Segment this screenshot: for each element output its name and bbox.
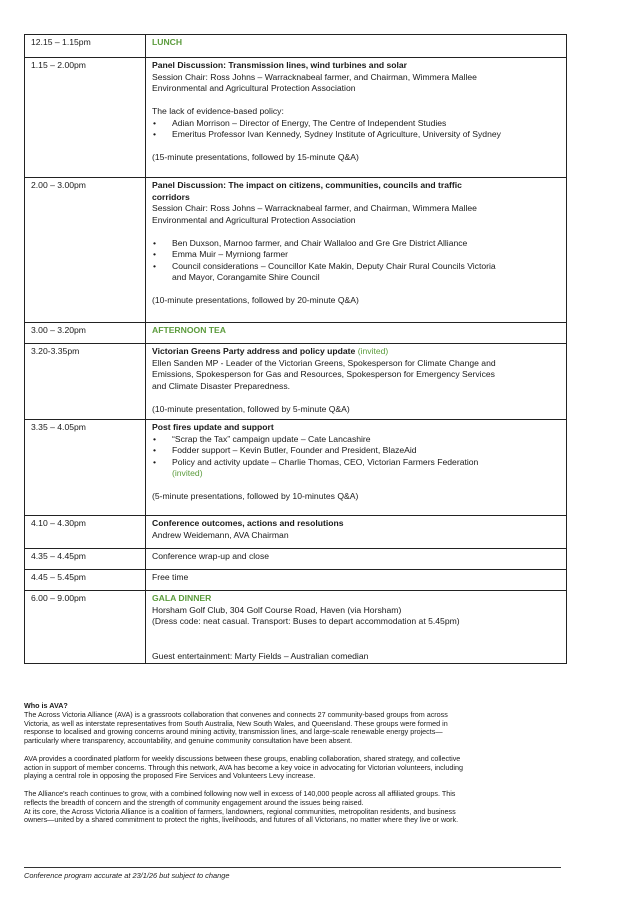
session-chair-org: Environmental and Agricultural Protection Association (152, 83, 356, 93)
session-title: Panel Discussion: Transmission lines, wind turbines and solar (152, 60, 408, 70)
table-row (25, 58, 567, 178)
list-item-line: Policy and activity update – Charlie Thomas, CEO, Victorian Farmers Federation (172, 456, 479, 467)
table-row (25, 344, 567, 420)
invited-tag: (invited) (357, 346, 389, 356)
table-row (25, 591, 567, 664)
session-chair: Session Chair: Ross Johns – Warracknabeal farmer, and Chairman, Wimmera Mallee (152, 203, 477, 213)
session-chair: Session Chair: Ross Johns – Warracknabeal farmer, and Chairman, Wimmera Mallee (152, 71, 477, 82)
about-line: The Across Victoria Alliance (AVA) is a grassroots collaboration that convenes and connects 27 community-based groups from across (24, 709, 448, 719)
time-cell: 3.00 – 3.20pm (25, 323, 146, 344)
speaker-line: Ellen Sanden MP - Leader of the Victorian Greens, Spokesperson for Climate Change and (152, 357, 496, 368)
time-cell: 4.10 – 4.30pm (25, 516, 146, 549)
about-section (24, 702, 574, 825)
about-line: Victoria, as well as interstate representatives from South Australia, New South Wales, and Queensland. These groups were formed in (24, 718, 448, 728)
entertainment-line: Guest entertainment: Marty Fields – Australian comedian (152, 650, 369, 661)
session-title-cont: corridors (152, 191, 190, 202)
session-note: (5-minute presentations, followed by 10-minutes Q&A) (152, 491, 359, 501)
session-note: (10-minute presentations, followed by 20-minute Q&A) (152, 295, 359, 305)
time-cell: 4.35 – 4.45pm (25, 549, 146, 570)
session-title: Post fires update and support (152, 422, 274, 432)
list-item: • Emeritus Professor Ivan Kennedy, Sydney Institute of Agriculture, University of Sydney (152, 129, 560, 141)
table-row (25, 178, 567, 323)
session-chair-org: Environmental and Agricultural Protection Association (152, 214, 356, 225)
time-cell: 12.15 – 1.15pm (25, 35, 146, 58)
panel-intro: The lack of evidence-based policy: (152, 106, 284, 116)
time-cell: 3.35 – 4.05pm (25, 420, 146, 516)
table-row (25, 420, 567, 516)
speaker-line: and Climate Disaster Preparedness. (152, 380, 291, 391)
time-cell: 1.15 – 2.00pm (25, 58, 146, 178)
table-row (25, 570, 567, 591)
session-title: Victorian Greens Party address and policy update (152, 346, 356, 356)
session-text: Conference wrap-up and close (146, 549, 567, 570)
speaker-list (152, 238, 560, 284)
tea-label: AFTERNOON TEA (152, 325, 226, 335)
about-line: The Alliance's reach continues to grow, with a combined following now well in excess of 140,000 people across all affiliated groups. This (24, 788, 456, 798)
about-line: reflects the breadth of concern and the strength of community engagement around the issues being raised. (24, 797, 364, 807)
list-item: • “Scrap the Tax” campaign update – Cate Lancashire (152, 434, 560, 446)
session-note: (15-minute presentations, followed by 15-minute Q&A) (152, 152, 359, 162)
list-item: • Emma Muir – Myrniong farmer (152, 249, 560, 261)
about-line: At its core, the Across Victoria Alliance is a coalition of farmers, landowners, regional communities, metropolitan residents, and business (24, 806, 456, 816)
about-heading: Who is AVA? (24, 701, 68, 710)
dinner-label: GALA DINNER (152, 593, 212, 603)
list-item: • Adian Morrison – Director of Energy, The Centre of Independent Studies (152, 118, 560, 130)
table-row (25, 516, 567, 549)
session-title: Panel Discussion: The impact on citizens, communities, councils and traffic (152, 180, 462, 190)
time-cell: 2.00 – 3.00pm (25, 178, 146, 323)
about-line: particularly where transparency, accountability, and genuine community consultation have been absent. (24, 736, 353, 746)
time-cell: 4.45 – 5.45pm (25, 570, 146, 591)
list-item-line: and Mayor, Corangamite Shire Council (172, 272, 320, 282)
footer-note: Conference program accurate at 23/1/26 but subject to change (24, 871, 230, 880)
table-row (25, 35, 567, 58)
session-text: Free time (146, 570, 567, 591)
footer-divider (24, 867, 561, 868)
list-item-line: Council considerations – Councillor Kate Makin, Deputy Chair Rural Councils Victoria (172, 260, 496, 271)
venue-line: Horsham Golf Club, 304 Golf Course Road, Haven (via Horsham) (152, 604, 402, 615)
speaker-line: Emissions, Spokesperson for Gas and Resources, Spokesperson for Emergency Services (152, 369, 495, 379)
list-item (152, 457, 560, 480)
table-row (25, 323, 567, 344)
list-item: • Ben Duxson, Marnoo farmer, and Chair Wallaloo and Gre Gre District Alliance (152, 238, 560, 250)
speaker-line: Andrew Weidemann, AVA Chairman (152, 529, 289, 540)
about-line: action in support of member concerns. Through this network, AVA has become a key voice in advocating for Victorian volunteers, including (24, 762, 463, 772)
about-line: owners—united by a shared commitment to protect the rights, livelihoods, and futures of all Victorians, no matter where they live or work. (24, 815, 459, 825)
session-title: Conference outcomes, actions and resolutions (152, 518, 344, 528)
session-note: (10-minute presentation, followed by 5-minute Q&A) (152, 403, 350, 414)
invited-tag: (invited) (172, 468, 203, 478)
time-cell: 6.00 – 9.00pm (25, 591, 146, 664)
about-line: response to localised and growing concerns around mining activity, transmission lines, and large-scale renewable energy projects— (24, 727, 443, 737)
list-item (152, 261, 560, 284)
program-table (24, 34, 567, 664)
time-cell: 3.20-3.35pm (25, 344, 146, 420)
list-item: • Fodder support – Kevin Butler, Founder and President, BlazeAid (152, 445, 560, 457)
about-line: playing a central role in opposing the proposed Fire Services and Volunteers Levy increase. (24, 771, 316, 781)
speaker-list (152, 118, 560, 141)
about-line: AVA provides a coordinated platform for weekly discussions between these groups, enabling collaboration, shared strategy, and collective (24, 753, 461, 763)
table-row (25, 549, 567, 570)
dress-code-line: (Dress code: neat casual. Transport: Buses to depart accommodation at 5.45pm) (152, 616, 460, 626)
lunch-label: LUNCH (152, 37, 183, 47)
speaker-list (152, 434, 560, 480)
